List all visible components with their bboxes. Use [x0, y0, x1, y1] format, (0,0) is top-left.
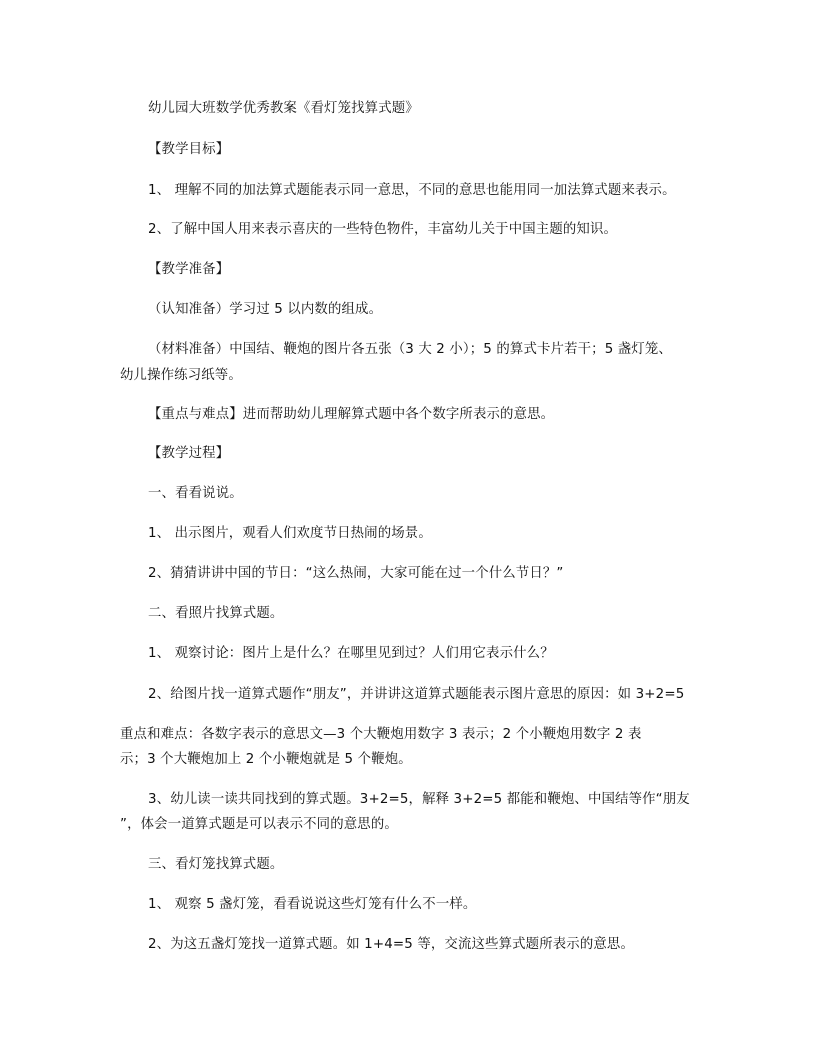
part-2-item-2: 2、给图片找一道算式题作“朋友”，并讲讲这道算式题能表示图片意思的原因：如 3+2=5	[148, 687, 685, 702]
part-2-item-1: 1、 观察讨论：图片上是什么？在哪里见到过？人们用它表示什么？	[148, 646, 554, 661]
part-3-heading: 三、看灯笼找算式题。	[148, 857, 284, 872]
part-3-item-1: 1、 观察 5 盏灯笼，看看说说这些灯笼有什么不一样。	[148, 897, 477, 912]
part-2-heading: 二、看照片找算式题。	[148, 606, 284, 621]
prep-material-line-2: 幼儿操作练习纸等。	[120, 368, 242, 383]
part-3-item-2: 2、为这五盏灯笼找一道算式题。如 1+4=5 等，交流这些算式题所表示的意思。	[148, 937, 634, 952]
part-1-heading: 一、看看说说。	[148, 486, 243, 501]
part-2-note-line-2: 示；3 个大鞭炮加上 2 个小鞭炮就是 5 个鞭炮。	[120, 752, 412, 767]
prep-cognitive: （认知准备）学习过 5 以内数的组成。	[148, 302, 383, 317]
part-2-note-line-1: 重点和难点：各数字表示的意思文—3 个大鞭炮用数字 3 表示；2 个小鞭炮用数字 2 表	[120, 727, 642, 742]
part-1-item-2: 2、猜猜讲讲中国的节日：“这么热闹，大家可能在过一个什么节日？”	[148, 566, 564, 581]
prep-heading: 【教学准备】	[148, 262, 230, 277]
goal-item-2: 2、了解中国人用来表示喜庆的一些特色物件，丰富幼儿关于中国主题的知识。	[148, 222, 618, 237]
part-2-item-3-line-2: ”，体会一道算式题是可以表示不同的意思的。	[120, 817, 398, 832]
goal-item-1: 1、 理解不同的加法算式题能表示同一意思，不同的意思也能用同一加法算式题来表示。	[148, 183, 676, 198]
goals-heading: 【教学目标】	[148, 142, 230, 157]
key-points: 【重点与难点】进而帮助幼儿理解算式题中各个数字所表示的意思。	[148, 407, 555, 422]
prep-material-line-1: （材料准备）中国结、鞭炮的图片各五张（3 大 2 小）；5 的算式卡片若干；5 盏灯笼、	[148, 342, 672, 357]
part-1-item-1: 1、 出示图片，观看人们欢度节日热闹的场景。	[148, 526, 432, 541]
part-2-item-3-line-1: 3、幼儿读一读共同找到的算式题。3+2=5，解释 3+2=5 都能和鞭炮、中国结等作“朋友	[148, 792, 690, 807]
process-heading: 【教学过程】	[148, 446, 230, 461]
document-title: 幼儿园大班数学优秀教案《看灯笼找算式题》	[148, 101, 419, 116]
